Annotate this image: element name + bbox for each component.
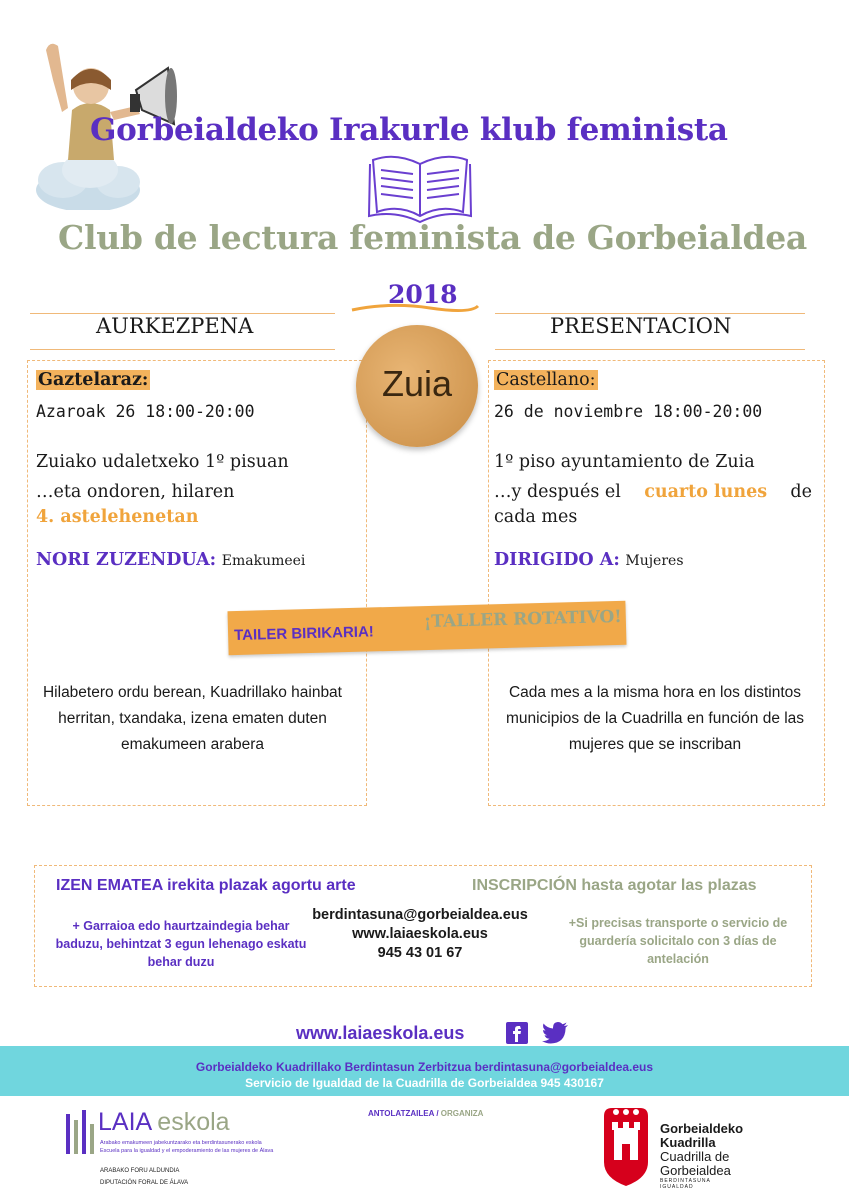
laia-sub-2: Escuela para la igualdad y el empoderamiento de las mujeres de Álava [100, 1148, 274, 1154]
registration-phone: 945 43 01 67 [377, 945, 463, 961]
left-then: …eta ondoren, hilaren [36, 482, 235, 502]
registration-note-spanish: +Si precisas transporte o servicio de guardería solicitalo con 3 días de antelación [568, 916, 788, 966]
laia-mark-icon [64, 1110, 98, 1154]
footer-band-line1: Gorbeialdeko Kuadrillako Berdintasun Zerbitzua berdintasuna@gorbeialdea.eus [195, 1060, 654, 1074]
registration-title-basque: IZEN EMATEA irekita plazak agortu arte [56, 877, 356, 894]
gorbeialdea-line-6: IGUALDAD [660, 1184, 694, 1190]
footer-band-line2: Servicio de Igualdad de la Cuadrilla de Gorbeialdea 945 430167 [245, 1076, 604, 1090]
registration-contacts [305, 906, 535, 963]
section-heading-left: AURKEZPENA [96, 314, 254, 338]
registration-title-spanish: INSCRIPCIÓN hasta agotar las plazas [472, 877, 757, 894]
right-rotation-text: Cada mes a la misma hora en los distintos municipios de la Cuadrilla en función de las mujeres que se inscriban [505, 684, 805, 753]
right-then-line2: cada mes [494, 507, 578, 527]
right-date: 26 de noviembre 18:00-20:00 [494, 402, 763, 421]
left-rotation-text: Hilabetero ordu berean, Kuadrillako hainbat herritan, txandaka, izena ematen duten emakumeen arabera [42, 684, 342, 753]
book-icon [365, 150, 475, 225]
laia-wordmark [98, 1108, 230, 1137]
gorbeialdea-shield-icon [600, 1104, 652, 1188]
gorbeialdea-line-5: BERDINTASUNA [660, 1178, 711, 1184]
footer-band [0, 1046, 849, 1096]
facebook-icon[interactable] [506, 1022, 528, 1044]
year-label: 2018 [388, 280, 458, 309]
registration-web[interactable]: www.laiaeskola.eus [352, 926, 488, 942]
gorbeialdea-logo [600, 1104, 790, 1192]
right-then-highlight: cuarto lunes [644, 482, 768, 502]
left-column [36, 368, 346, 574]
laia-sub-1: Arabako emakumeen jabekuntzarako eta berdintasunerako eskola [100, 1140, 262, 1146]
organiza-separator: / [436, 1109, 439, 1118]
banner-basque: TAILER BIRIKARIA! [233, 623, 375, 645]
gorbeialdea-line-3: Cuadrilla de [660, 1149, 730, 1164]
divider-bottom-left [30, 349, 335, 350]
left-lang-label: Gaztelaraz: [38, 370, 149, 390]
gorbeialdea-line-1: Gorbeialdeko [660, 1121, 744, 1136]
left-box-edge [27, 360, 28, 806]
registration-email[interactable]: berdintasuna@gorbeialdea.eus [312, 907, 528, 923]
gorbeialdea-wordmark [660, 1122, 743, 1190]
laia-name-1: LAIA [98, 1108, 153, 1136]
location-badge [356, 325, 478, 447]
laia-org-1: ARABAKO FORU ALDUNDIA [100, 1168, 180, 1174]
registration-note-basque: + Garraioa edo haurtzaindegia behar baduzu, behintzat 3 egun lehenago eskatu behar duzu [55, 919, 307, 969]
title-basque: Gorbeialdeko Irakurle klub feminista [90, 112, 728, 148]
left-target-label: NORI ZUZENDUA: [36, 550, 217, 570]
organiza-spanish: ORGANIZA [440, 1109, 484, 1118]
footer-web-link[interactable]: www.laiaeskola.eus [296, 1023, 465, 1043]
right-place: 1º piso ayuntamiento de Zuia [494, 452, 755, 472]
left-date: Azaroak 26 18:00-20:00 [36, 402, 255, 421]
left-target-value: Emakumeei [221, 553, 306, 569]
right-lang-label: Castellano: [496, 370, 596, 390]
location-badge-label: Zuia [381, 363, 453, 404]
gorbeialdea-line-2: Kuadrilla [660, 1135, 716, 1150]
divider-bottom-right [495, 349, 805, 350]
laia-name-2: eskola [157, 1108, 230, 1136]
gorbeialdea-line-4: Gorbeialdea [660, 1163, 731, 1178]
section-heading-right: PRESENTACION [550, 314, 732, 338]
left-place: Zuiako udaletxeko 1º pisuan [36, 452, 289, 472]
organiza-label [368, 1109, 483, 1118]
laia-logo [64, 1108, 274, 1192]
twitter-icon[interactable] [542, 1021, 570, 1045]
right-then-pre: …y después el [494, 482, 621, 502]
left-then-highlight: 4. astelehenetan [36, 507, 199, 527]
organiza-basque: ANTOLATZAILEA [368, 1109, 435, 1118]
right-target-value: Mujeres [625, 553, 684, 569]
right-then-post: de [790, 482, 812, 502]
right-column [494, 368, 812, 574]
right-then-line [494, 480, 812, 505]
right-target-label: DIRIGIDO A: [494, 550, 620, 570]
laia-org-2: DIPUTACIÓN FORAL DE ÁLAVA [100, 1180, 189, 1186]
title-spanish: Club de lectura feminista de Gorbeialdea [58, 218, 808, 257]
banner-spanish: ¡TALLER ROTATIVO! [423, 606, 623, 633]
